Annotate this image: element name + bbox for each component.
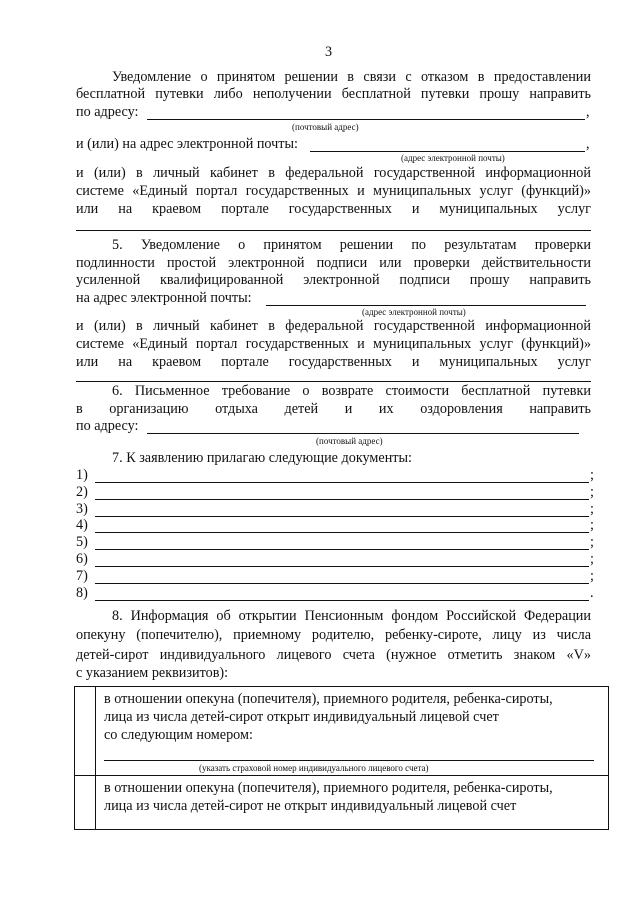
option1-line3: со следующим номером: xyxy=(104,727,253,743)
option-account-not-opened xyxy=(75,776,609,830)
section4-cabinet-line2: системе «Единый портал государственных и муниципальных услуг (функций)» xyxy=(76,183,591,199)
section8-line4: с указанием реквизитов): xyxy=(76,665,229,681)
account-number-hint: (указать страховой номер индивидуального лицевого счета) xyxy=(199,763,429,773)
section6-address-hint: (почтовый адрес) xyxy=(316,436,383,446)
postal-address-field[interactable] xyxy=(147,119,585,120)
document-item-field[interactable] xyxy=(95,566,589,567)
email-label: и (или) на адрес электронной почты: xyxy=(76,136,298,152)
document-item-number: 2) xyxy=(76,483,88,500)
option-account-opened xyxy=(75,687,609,776)
option-account-opened-text xyxy=(96,687,609,776)
document-item-number: 4) xyxy=(76,517,88,534)
section5-line1: 5. Уведомление о принятом решении по результатам проверки xyxy=(112,237,591,253)
section8-line1: 8. Информация об открытии Пенсионным фондом Российской Федерации xyxy=(112,608,591,624)
document-item-end: ; xyxy=(590,483,594,500)
email-end: , xyxy=(586,136,590,152)
document-item-field[interactable] xyxy=(95,499,589,500)
pension-account-options-table xyxy=(74,686,609,830)
document-item-field[interactable] xyxy=(95,600,589,601)
document-item-number: 5) xyxy=(76,534,88,551)
option2-line1: в отношении опекуна (попечителя), приемного родителя, ребенка-сироты, xyxy=(104,780,553,796)
section8-line2: опекуну (попечителю), приемному родителю, ребенку-сироте, лицу из числа xyxy=(76,627,591,643)
address-label: по адресу: xyxy=(76,104,139,120)
section5-cabinet-line1: и (или) в личный кабинет в федеральной государственной информационной xyxy=(76,318,591,334)
section8-line3: детей-сирот индивидуального лицевого счета (нужное отметить знаком «V» xyxy=(76,647,591,663)
checkbox-account-not-opened[interactable] xyxy=(75,776,96,830)
section5-blank-line[interactable] xyxy=(76,381,591,382)
account-number-field[interactable] xyxy=(104,744,594,761)
section4-blank-line[interactable] xyxy=(76,230,591,231)
checkbox-account-opened[interactable] xyxy=(75,687,96,776)
document-item-number: 3) xyxy=(76,500,88,517)
document-item-number: 1) xyxy=(76,467,88,483)
section6-address-label: по адресу: xyxy=(76,418,139,434)
document-item-end: . xyxy=(590,584,594,601)
document-item-end: ; xyxy=(590,551,594,567)
email-hint: (адрес электронной почты) xyxy=(401,153,505,163)
section6-address-field[interactable] xyxy=(147,433,579,434)
section4-cabinet-line1: и (или) в личный кабинет в федеральной государственной информационной xyxy=(76,165,591,181)
document-item-end: ; xyxy=(590,467,594,483)
email-field[interactable] xyxy=(310,151,585,152)
section5-email-label: на адрес электронной почты: xyxy=(76,290,252,306)
section5-line2: подлинности простой электронной подписи или проверки действительности xyxy=(76,255,591,271)
document-item-number: 6) xyxy=(76,551,88,567)
document-item-field[interactable] xyxy=(95,532,589,533)
section5-cabinet-line2: системе «Единый портал государственных и муниципальных услуг (функций)» xyxy=(76,336,591,352)
section5-email-hint: (адрес электронной почты) xyxy=(362,307,466,317)
section6-line2: в организацию отдыха детей и их оздоровления направить xyxy=(76,401,591,417)
address-end: , xyxy=(586,104,590,120)
document-item-field[interactable] xyxy=(95,549,589,550)
document-item-end: ; xyxy=(590,534,594,551)
document-item-number: 7) xyxy=(76,567,88,584)
document-item-number: 8) xyxy=(76,584,88,601)
page-number: 3 xyxy=(325,44,333,60)
section4-cabinet-line3: или на краевом портале государственных и муниципальных услуг xyxy=(76,201,591,217)
document-item-field[interactable] xyxy=(95,583,589,584)
document-item-end: ; xyxy=(590,567,594,584)
section5-line3: усиленной квалифицированной электронной подписи прошу направить xyxy=(76,272,591,288)
option2-line2: лица из числа детей-сирот не открыт индивидуальный лицевой счет xyxy=(104,798,517,814)
document-item-end: ; xyxy=(590,517,594,534)
document-item-end: ; xyxy=(590,500,594,517)
section5-email-field[interactable] xyxy=(266,305,586,306)
document-item-field[interactable] xyxy=(95,516,589,517)
option1-line2: лица из числа детей-сирот открыт индивидуальный лицевой счет xyxy=(104,709,499,725)
document-item-field[interactable] xyxy=(95,482,589,483)
section4-line2: бесплатной путевки либо неполучении бесплатной путевки прошу направить xyxy=(76,86,591,102)
postal-address-hint: (почтовый адрес) xyxy=(292,122,359,132)
option1-line1: в отношении опекуна (попечителя), приемного родителя, ребенка-сироты, xyxy=(104,691,553,707)
section5-cabinet-line3: или на краевом портале государственных и муниципальных услуг xyxy=(76,354,591,370)
section4-line1: Уведомление о принятом решении в связи с отказом в предоставлении xyxy=(112,69,591,85)
section6-line1: 6. Письменное требование о возврате стоимости бесплатной путевки xyxy=(112,383,591,399)
section7-title: 7. К заявлению прилагаю следующие документы: xyxy=(112,450,412,466)
option-account-not-opened-text xyxy=(96,776,609,830)
